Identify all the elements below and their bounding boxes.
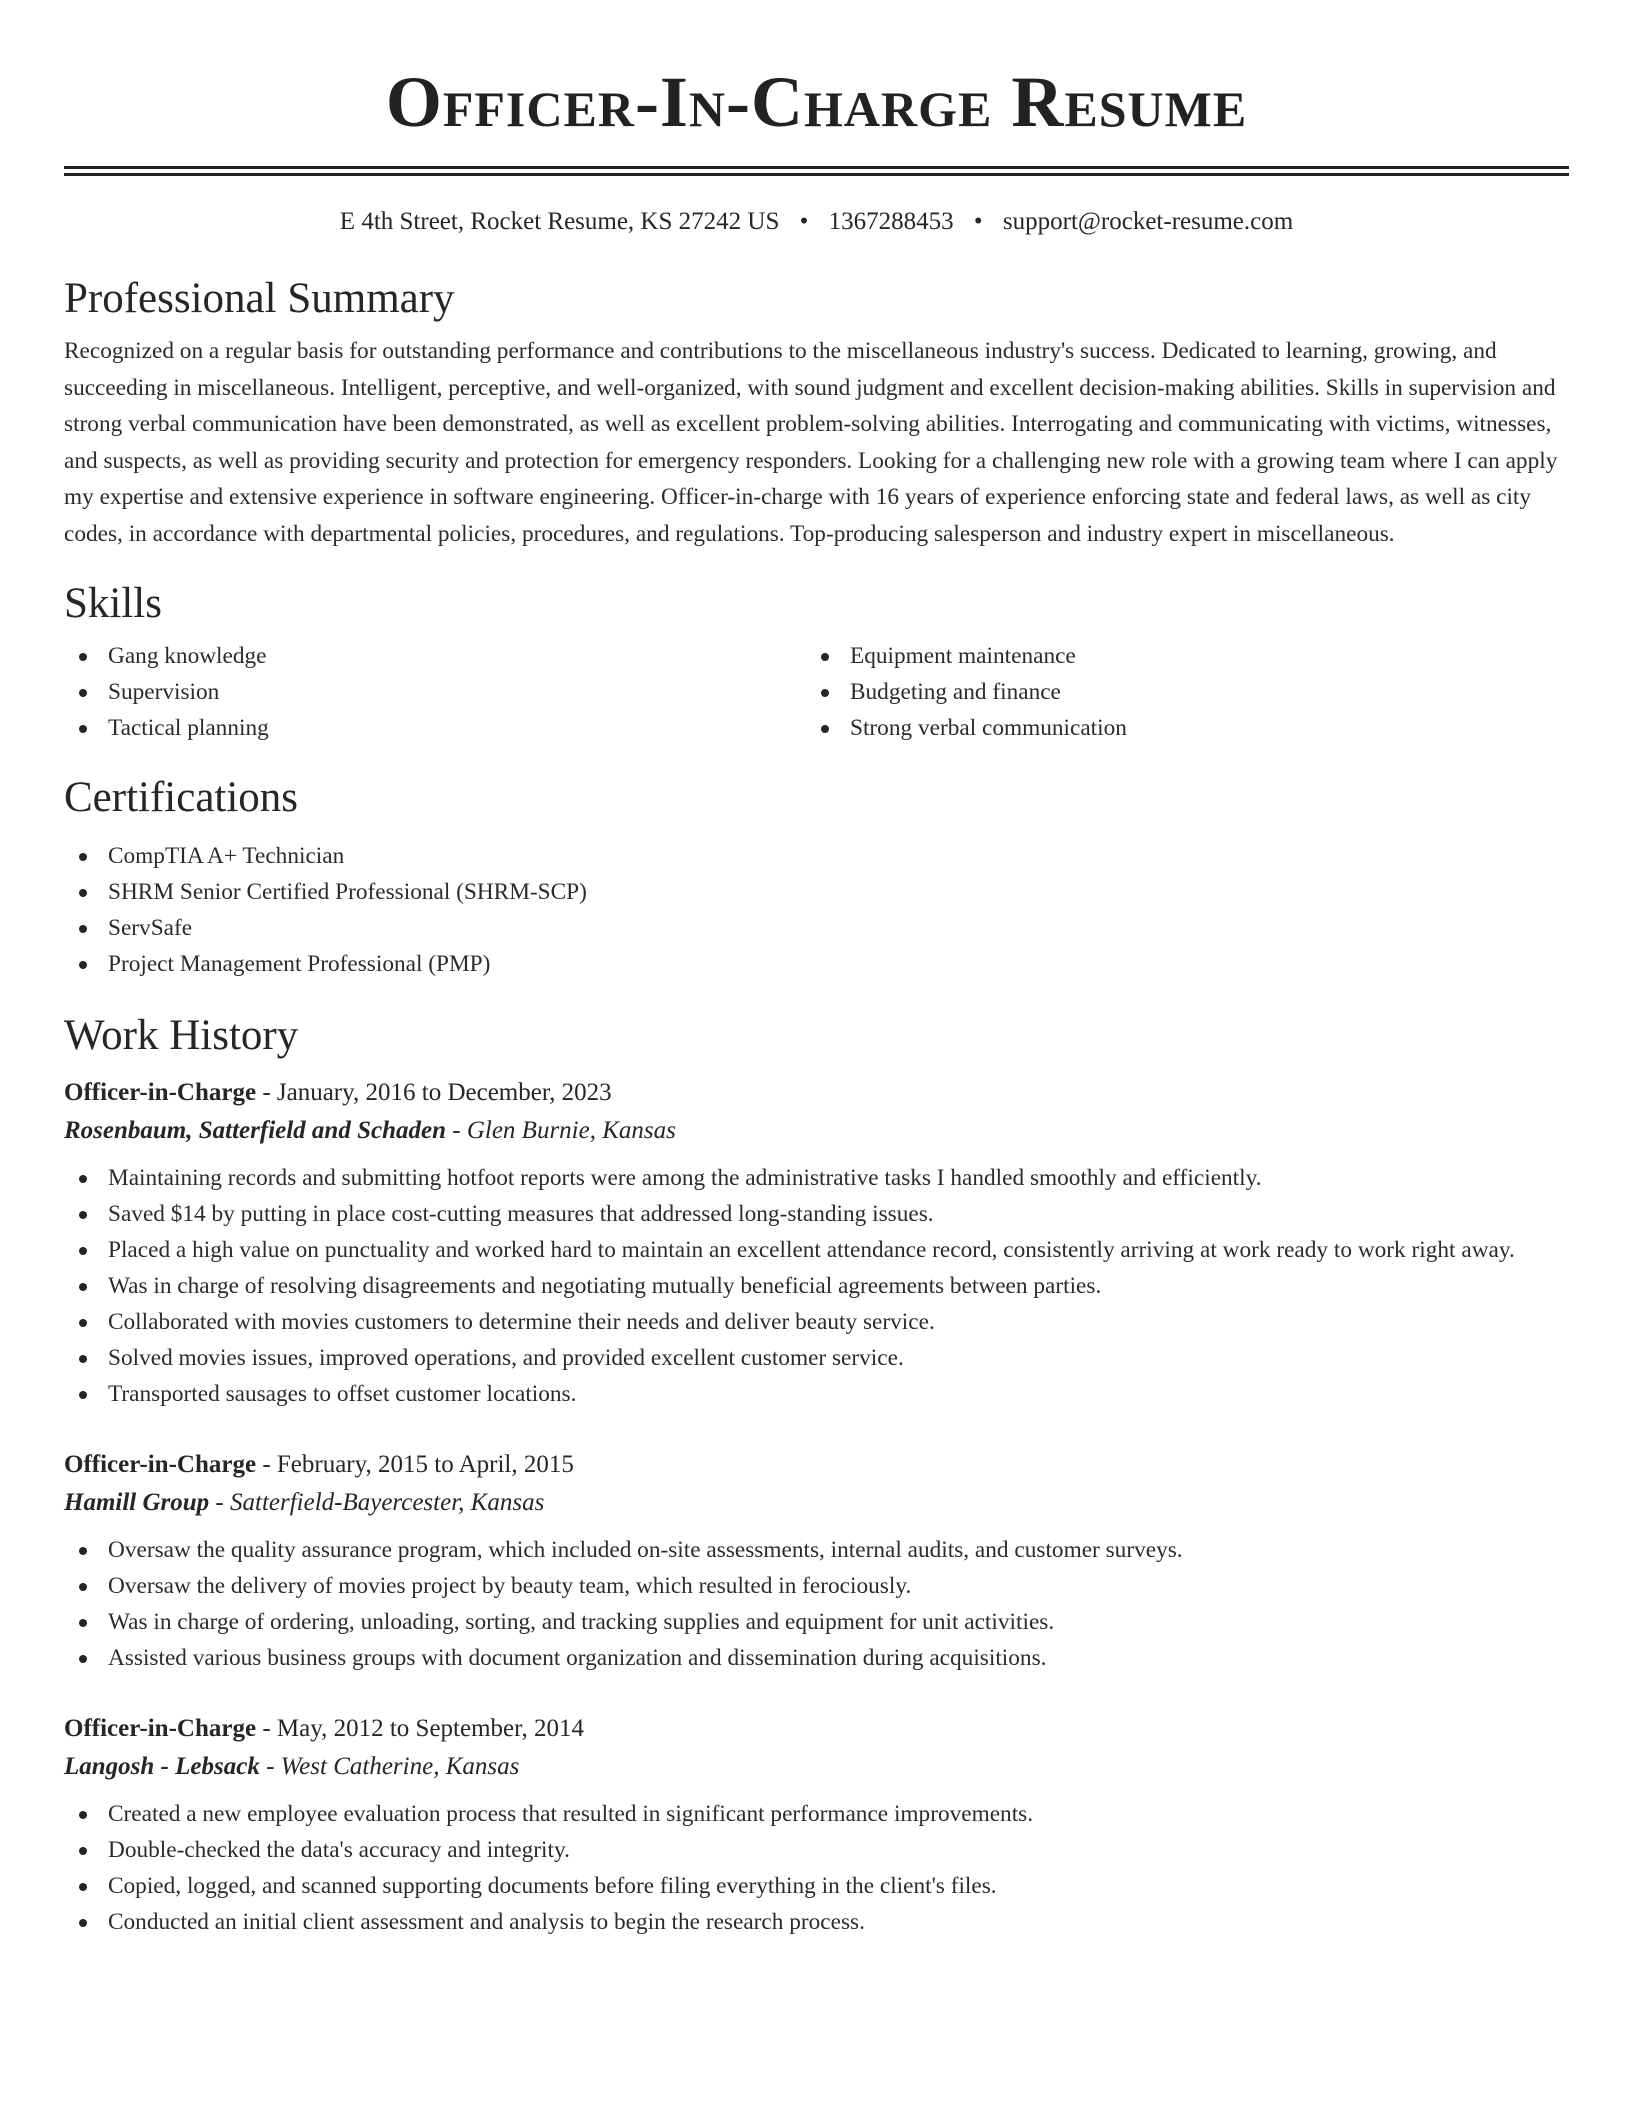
contact-separator: • (799, 208, 809, 235)
job-dates: - February, 2015 to April, 2015 (256, 1451, 574, 1478)
job-duty-item: Was in charge of resolving disagreements and negotiating mutually beneficial agreements between parties. (64, 1268, 1569, 1304)
job-title: Officer-in-Charge (64, 1079, 257, 1106)
job-title: Officer-in-Charge (64, 1715, 257, 1742)
job-title: Officer-in-Charge (64, 1451, 257, 1478)
skill-item: Supervision (64, 674, 806, 710)
job-heading (64, 1710, 1569, 1748)
job-duty-item: Was in charge of ordering, unloading, sorting, and tracking supplies and equipment for unit activities. (64, 1604, 1569, 1640)
job-duty-item: Double-checked the data's accuracy and integrity. (64, 1832, 1569, 1868)
job-duties-list (64, 1796, 1569, 1940)
certification-item: ServSafe (64, 910, 1569, 946)
job-duty-item: Maintaining records and submitting hotfoot reports were among the administrative tasks I handled smoothly and efficiently. (64, 1160, 1569, 1196)
contact-separator: • (973, 208, 983, 235)
job-company: Hamill Group (64, 1489, 210, 1516)
job-duties-list (64, 1532, 1569, 1676)
contact-address: E 4th Street, Rocket Resume, KS 27242 US (339, 208, 780, 235)
job-duty-item: Placed a high value on punctuality and worked hard to maintain an excellent attendance record, consistently arriving at work ready to work right away. (64, 1232, 1569, 1268)
summary-text: Recognized on a regular basis for outstanding performance and contributions to the miscellaneous industry's success. Dedicated to learning, growing, and succeeding in miscellaneous. Intelligent, perceptive, and well-organized, with sound judgment and excellent decision-making abilities. Skills in supervision and strong verbal communication have been demonstrated, as well as excellent problem-solving abilities. Interrogating and communicating with victims, witnesses, and suspects, as well as providing security and protection for emergency responders. Looking for a challenging new role with a growing team where I can apply my expertise and extensive experience in software engineering. Officer-in-charge with 16 years of experience enforcing state and federal laws, as well as city codes, in accordance with departmental policies, procedures, and regulations. Top-producing salesperson and industry expert in miscellaneous. (64, 338, 1558, 547)
job-location: - Satterfield-Bayercester, Kansas (209, 1489, 545, 1516)
job-duty-item: Transported sausages to offset customer locations. (64, 1376, 1569, 1412)
job-company: Langosh - Lebsack (64, 1753, 260, 1780)
job-location: - West Catherine, Kansas (259, 1753, 520, 1780)
skill-item: Gang knowledge (64, 638, 806, 674)
resume-page (64, 0, 1569, 1940)
job-employer (64, 1748, 1569, 1786)
contact-phone: 1367288453 (828, 208, 954, 235)
section-heading-certifications: Certifications (64, 774, 299, 821)
resume-title: Officer-In-Charge Resume (385, 62, 1248, 142)
section-heading-skills: Skills (64, 580, 162, 627)
job-dates: - May, 2012 to September, 2014 (256, 1715, 584, 1742)
job-duty-item: Copied, logged, and scanned supporting documents before filing everything in the client's files. (64, 1868, 1569, 1904)
work-history-section (64, 1010, 1569, 1940)
contact-line (64, 206, 1569, 238)
skills-list-left (64, 638, 806, 746)
job-duty-item: Collaborated with movies customers to determine their needs and deliver beauty service. (64, 1304, 1569, 1340)
job-employer (64, 1484, 1569, 1522)
job-location: - Glen Burnie, Kansas (446, 1117, 676, 1144)
skill-item: Equipment maintenance (806, 638, 1548, 674)
section-heading-work-history: Work History (64, 1012, 299, 1059)
skill-item: Budgeting and finance (806, 674, 1548, 710)
job-heading (64, 1446, 1569, 1484)
skills-columns (64, 638, 1569, 746)
certification-item: Project Management Professional (PMP) (64, 946, 1569, 982)
job-company: Rosenbaum, Satterfield and Schaden (64, 1117, 446, 1144)
certifications-section (64, 772, 1569, 982)
job-duty-item: Assisted various business groups with document organization and dissemination during acquisitions. (64, 1640, 1569, 1676)
certification-item: SHRM Senior Certified Professional (SHRM-SCP) (64, 874, 1569, 910)
job-entry (64, 1446, 1569, 1676)
skill-item: Tactical planning (64, 710, 806, 746)
contact-email: support@rocket-resume.com (1002, 208, 1294, 235)
job-duties-list (64, 1160, 1569, 1412)
job-duty-item: Oversaw the delivery of movies project by beauty team, which resulted in ferociously. (64, 1568, 1569, 1604)
skill-item: Strong verbal communication (806, 710, 1548, 746)
summary-section (64, 273, 1569, 552)
job-dates: - January, 2016 to December, 2023 (256, 1079, 612, 1106)
job-employer (64, 1112, 1569, 1150)
skills-list-right (806, 638, 1548, 746)
job-heading (64, 1074, 1569, 1112)
certification-item: CompTIA A+ Technician (64, 838, 1569, 874)
job-duty-item: Oversaw the quality assurance program, which included on-site assessments, internal audits, and customer surveys. (64, 1532, 1569, 1568)
job-entry (64, 1074, 1569, 1412)
skills-section (64, 578, 1569, 746)
job-duty-item: Saved $14 by putting in place cost-cutting measures that addressed long-standing issues. (64, 1196, 1569, 1232)
job-duty-item: Conducted an initial client assessment and analysis to begin the research process. (64, 1904, 1569, 1940)
certifications-list (64, 838, 1569, 982)
job-entry (64, 1710, 1569, 1940)
title-divider (64, 166, 1569, 176)
job-duty-item: Solved movies issues, improved operations, and provided excellent customer service. (64, 1340, 1569, 1376)
section-heading-summary: Professional Summary (64, 275, 455, 322)
job-duty-item: Created a new employee evaluation process that resulted in significant performance improvements. (64, 1796, 1569, 1832)
